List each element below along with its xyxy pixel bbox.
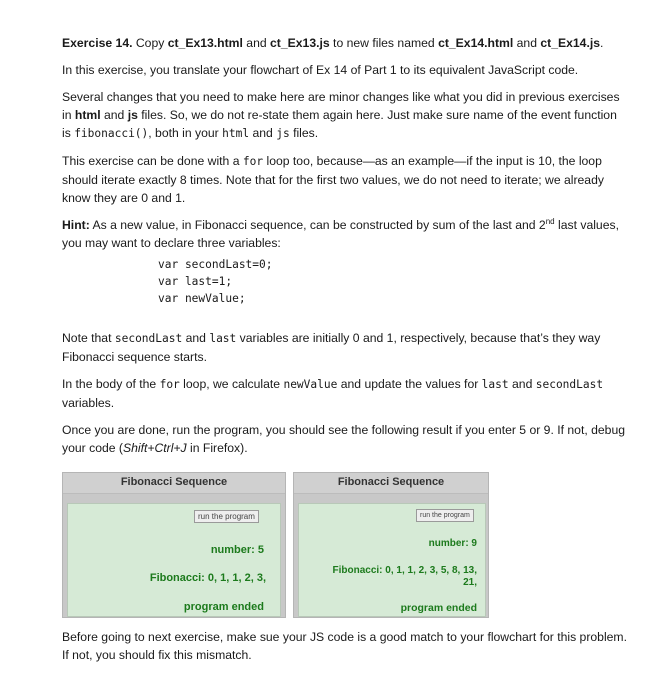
screenshot-fibonacci-9 [293, 472, 489, 618]
paragraph-closing: Before going to next exercise, make sue your JS code is a good match to your flowchart for this problem. If not, you should fix this mismatch. [62, 630, 627, 662]
fibonacci-output: Fibonacci: 0, 1, 1, 2, 3, [149, 572, 266, 584]
paragraph-changes: Several changes that you need to make here are minor changes like what you did in previous exercises in html and js files. So, we do not re-state them again here. Just make sure name of the event function is fibonacci(), both in your html and js files. [62, 90, 620, 140]
code-line: var secondLast=0; [158, 258, 273, 271]
paragraph-run-program: Once you are done, run the program, you should see the following result if you enter 5 or 9. If not, debug your code (Shift+Ctrl+J in Firefox). [62, 423, 625, 455]
screenshot-title: Fibonacci Sequence [294, 473, 488, 494]
run-program-button[interactable]: run the program [416, 509, 474, 522]
code-block [158, 256, 628, 307]
output-panel [298, 503, 486, 617]
paragraph-hint: Hint: As a new value, in Fibonacci sequence, can be constructed by sum of the last and 2nd last values, you may want to declare three variables: [62, 216, 619, 250]
paragraph-loop-body: In the body of the for loop, we calculate newValue and update the values for last and secondLast variables. [62, 377, 604, 410]
number-output: number: 9 [428, 538, 477, 549]
code-line: var newValue; [158, 292, 246, 305]
code-line: var last=1; [158, 275, 233, 288]
document-footer [62, 628, 628, 673]
program-ended-output: program ended [400, 602, 477, 614]
screenshot-fibonacci-5 [62, 472, 286, 618]
run-program-button[interactable]: run the program [194, 510, 259, 523]
screenshot-title: Fibonacci Sequence [63, 473, 285, 494]
number-output: number: 5 [210, 544, 264, 556]
fibonacci-output: Fibonacci: 0, 1, 1, 2, 3, 5, 8, 13, 21, [332, 565, 477, 588]
output-panel [67, 503, 281, 617]
paragraph-exercise-title: Exercise 14. Copy ct_Ex13.html and ct_Ex13.js to new files named ct_Ex14.html and ct_Ex14.js. [62, 36, 604, 50]
exercise-label: Exercise 14. [62, 36, 133, 50]
program-ended-output: program ended [183, 601, 264, 613]
paragraph-initial-values: Note that secondLast and last variables are initially 0 and 1, respectively, because that’s they way Fibonacci sequence starts. [62, 331, 601, 364]
paragraph-intro: In this exercise, you translate your flowchart of Ex 14 of Part 1 to its equivalent JavaScript code. [62, 63, 579, 77]
paragraph-for-loop: This exercise can be done with a for loop too, because—as an example—if the input is 10, the loop should iterate exactly 8 times. Note that for the first two values, we do not need to iterate; we already know they are 0 and 1. [62, 154, 604, 205]
document-body [62, 34, 628, 466]
